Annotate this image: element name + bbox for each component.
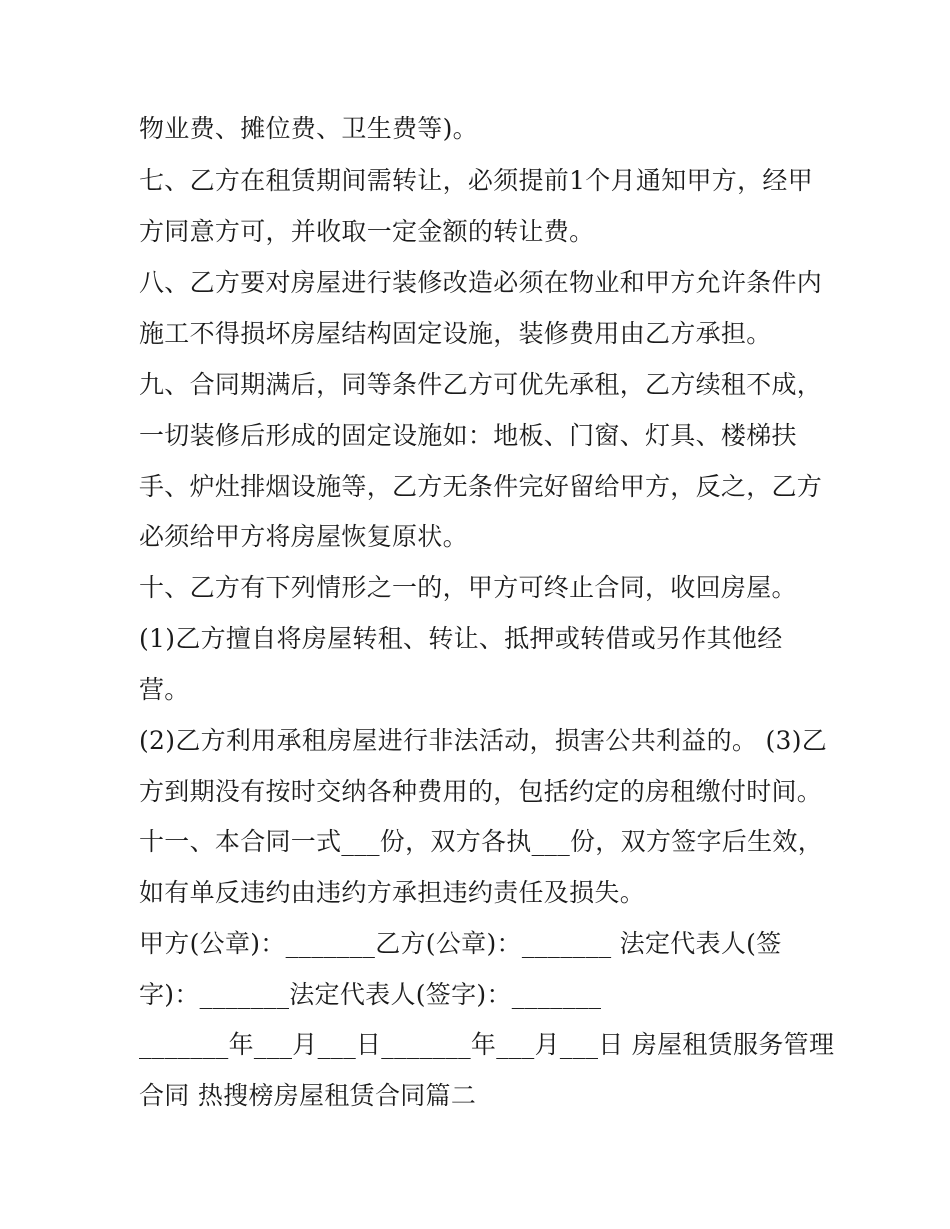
text-line: 物业费、摊位费、卫生费等)。	[139, 114, 478, 143]
text-line: _______年___月___日_______年___月___日 房屋租赁服务管理	[139, 1030, 835, 1059]
text-line: 八、乙方要对房屋进行装修改造必须在物业和甲方允许条件内	[139, 268, 823, 297]
text-line: 字)：_______法定代表人(签字)：_______	[139, 980, 602, 1009]
text-line: 七、乙方在租赁期间需转让，必须提前1个月通知甲方，经甲	[139, 166, 814, 195]
text-line: 甲方(公章)：_______乙方(公章)：_______ 法定代表人(签	[139, 929, 782, 958]
text-line: (2)乙方利用承租房屋进行非法活动，损害公共利益的。 (3)乙	[139, 726, 828, 755]
text-line: 九、合同期满后，同等条件乙方可优先承租，乙方续租不成，	[139, 370, 823, 399]
text-line: 手、炉灶排烟设施等，乙方无条件完好留给甲方，反之，乙方	[139, 472, 823, 501]
text-line: 必须给甲方将房屋恢复原状。	[139, 522, 468, 551]
text-line: 合同 热搜榜房屋租赁合同篇二	[139, 1081, 477, 1110]
text-line: 营。	[139, 675, 190, 704]
text-line: 如有单反违约由违约方承担违约责任及损失。	[139, 878, 646, 907]
text-line: (1)乙方擅自将房屋转租、转让、抵押或转借或另作其他经	[139, 624, 783, 653]
text-line: 施工不得损坏房屋结构固定设施，装修费用由乙方承担。	[139, 319, 772, 348]
text-line: 方到期没有按时交纳各种费用的，包括约定的房租缴付时间。	[139, 777, 823, 806]
text-line: 一切装修后形成的固定设施如：地板、门窗、灯具、楼梯扶	[139, 421, 797, 450]
text-line: 十一、本合同一式___份，双方各执___份，双方签字后生效，	[139, 827, 824, 856]
text-line: 十、乙方有下列情形之一的，甲方可终止合同，收回房屋。	[139, 573, 797, 602]
text-line: 方同意方可，并收取一定金额的转让费。	[139, 217, 595, 246]
